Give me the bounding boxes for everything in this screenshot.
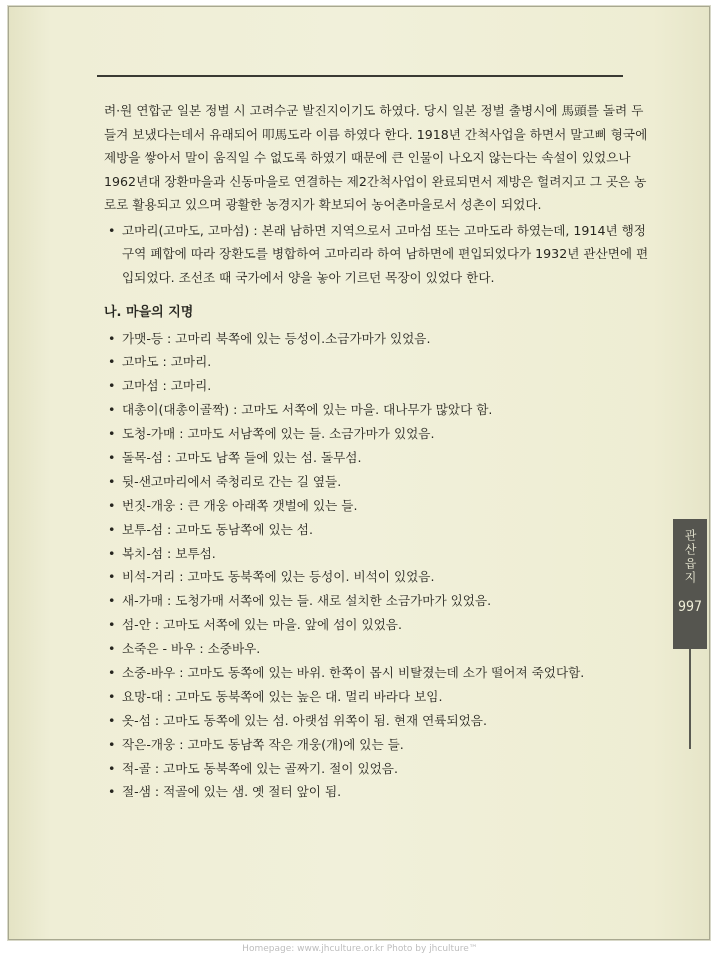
place-name-text: 섬-안 : 고마도 서쪽에 있는 마을. 앞에 섬이 있었음. [122, 617, 402, 633]
place-name-text: 소죽은 - 바우 : 소중바우. [122, 641, 261, 657]
bullet-dot: • [108, 617, 116, 633]
bullet-dot: • [108, 330, 116, 346]
place-name-item [104, 685, 649, 709]
bullet-dot: • [108, 449, 116, 465]
place-name-item [104, 709, 649, 733]
bullet-dot: • [108, 402, 116, 418]
gomari-entry [104, 219, 649, 290]
chapter-side-tab [673, 519, 707, 649]
place-name-item [104, 780, 649, 804]
place-name-text: 옷-섬 : 고마도 동쪽에 있는 섬. 아랫섬 위쪽이 됨. 현재 연륙되었음. [122, 712, 487, 728]
place-name-text: 작은-개웅 : 고마도 동남쪽 작은 개웅(개)에 있는 들. [122, 736, 404, 752]
place-name-item [104, 327, 649, 351]
place-name-item [104, 637, 649, 661]
bullet-dot: • [108, 222, 116, 238]
place-name-item [104, 350, 649, 374]
bullet-dot: • [108, 712, 116, 728]
place-name-item [104, 613, 649, 637]
place-name-item [104, 494, 649, 518]
place-name-text: 요망-대 : 고마도 동북쪽에 있는 높은 대. 멀리 바라다 보임. [122, 688, 443, 704]
place-name-text: 도청-가매 : 고마도 서남쪽에 있는 들. 소금가마가 있었음. [122, 426, 435, 442]
bullet-dot: • [108, 545, 116, 561]
place-name-text: 뒷-샌고마리에서 죽청리로 간는 길 옆들. [122, 473, 342, 489]
place-name-text: 보투-섬 : 고마도 동남쪽에 있는 섬. [122, 521, 313, 537]
page-content [104, 99, 649, 804]
gomari-entry-text: 고마리(고마도, 고마섬) : 본래 남하면 지역으로서 고마섬 또는 고마도라 하였는데, 1914년 행정구역 폐합에 따라 장환도를 병합하여 고마리라 하여 남하면에 편입되었다가 1932년 관산면에 편입되었다. 조선조 때 국가에서 양을 놓아 기르던 목장이 있었다 한다. [122, 222, 649, 285]
bullet-dot: • [108, 473, 116, 489]
place-name-text: 대총이(대총이골짝) : 고마도 서쪽에 있는 마을. 대나무가 많았다 함. [122, 402, 493, 418]
place-name-item [104, 398, 649, 422]
place-name-text: 적-골 : 고마도 동북쪽에 있는 골짜기. 절이 있었음. [122, 760, 398, 776]
bullet-dot: • [108, 641, 116, 657]
place-name-text: 절-샘 : 적골에 있는 샘. 옛 절터 앞이 됨. [122, 784, 342, 800]
place-name-text: 비석-거리 : 고마도 동북쪽에 있는 등성이. 비석이 있었음. [122, 569, 435, 585]
place-name-list [104, 327, 649, 804]
place-name-item [104, 374, 649, 398]
bullet-dot: • [108, 664, 116, 680]
bullet-dot: • [108, 521, 116, 537]
place-name-item [104, 733, 649, 757]
photo-credit-footer: Homepage: www.jhculture.or.kr Photo by jhculture™ [242, 944, 478, 954]
place-name-text: 돌목-섬 : 고마도 남쪽 들에 있는 섬. 돌무섬. [122, 449, 362, 465]
top-rule-line [97, 75, 623, 77]
place-name-item [104, 518, 649, 542]
bullet-dot: • [108, 760, 116, 776]
place-name-item [104, 446, 649, 470]
place-name-text: 고마섬 : 고마리. [122, 378, 212, 394]
place-name-item [104, 542, 649, 566]
place-name-item [104, 589, 649, 613]
section-title: 나. 마을의 지명 [104, 305, 194, 320]
place-name-text: 소중-바우 : 고마도 동쪽에 있는 바위. 한쪽이 몹시 비탈졌는데 소가 떨어져 죽었다함. [122, 664, 585, 680]
bullet-dot: • [108, 497, 116, 513]
intro-paragraph-text: 려·원 연합군 일본 정벌 시 고려수군 발진지이기도 하였다. 당시 일본 정벌 출병시에 馬頭를 돌려 두들겨 보냈다는데서 유래되어 叩馬도라 이름 하였다 한다. 1918년 간척사업을 하면서 말고삐 형국에 제방을 쌓아서 말이 움직일 수 없도록 하였기 때문에 큰 인물이 나오지 않는다는 속설이 있었으나 1962년대 장환마을과 신동마을로 연결하는 제2간척사업이 완료되면서 제방은 헐려지고 그 곳은 농로로 활용되고 있으며 광활한 농경지가 확보되어 농어촌마을로서 성촌이 되었다. [104, 103, 648, 212]
place-name-item [104, 757, 649, 781]
bullet-dot: • [108, 593, 116, 609]
place-name-text: 번짓-개웅 : 큰 개웅 아래쪽 갯벌에 있는 들. [122, 497, 358, 513]
place-name-item [104, 661, 649, 685]
bullet-dot: • [108, 569, 116, 585]
page-number: 997 [677, 599, 703, 615]
bullet-dot: • [108, 784, 116, 800]
place-name-item [104, 470, 649, 494]
chapter-label: 관산읍지 [683, 529, 697, 585]
place-name-text: 새-가매 : 도청가매 서쪽에 있는 들. 새로 설치한 소금가마가 있었음. [122, 593, 492, 609]
book-page [9, 7, 709, 939]
place-name-item [104, 422, 649, 446]
side-tab-line [689, 649, 691, 749]
place-name-text: 가맷-등 : 고마리 북쪽에 있는 등성이.소금가마가 있었음. [122, 330, 431, 346]
bullet-dot: • [108, 426, 116, 442]
place-name-item [104, 565, 649, 589]
bullet-dot: • [108, 354, 116, 370]
intro-paragraph [104, 99, 649, 217]
bullet-dot: • [108, 378, 116, 394]
place-name-text: 고마도 : 고마리. [122, 354, 212, 370]
bullet-dot: • [108, 736, 116, 752]
place-name-text: 복치-섬 : 보투섬. [122, 545, 216, 561]
book-page-frame [8, 6, 710, 940]
bullet-dot: • [108, 688, 116, 704]
